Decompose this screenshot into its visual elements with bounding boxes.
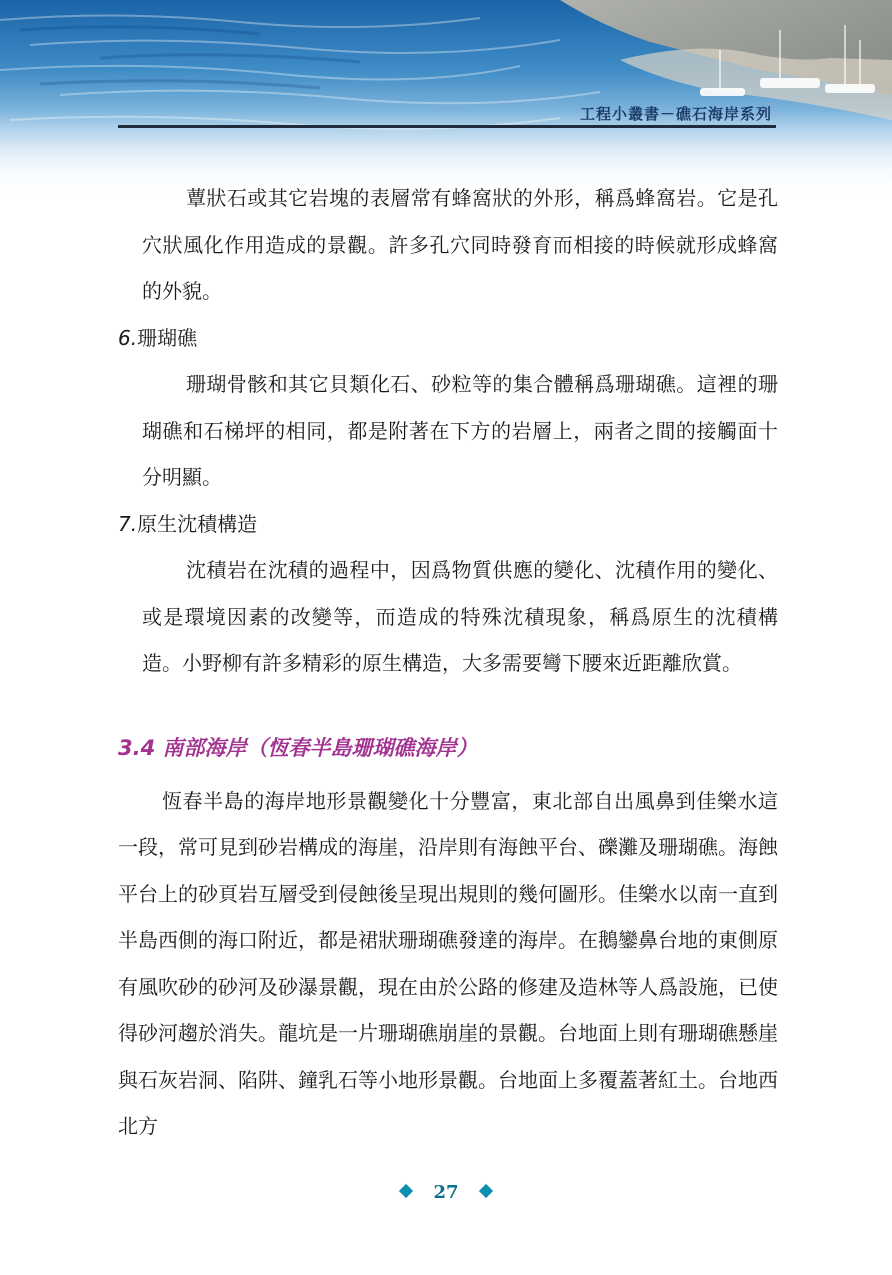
header-banner [0,0,892,200]
item-heading-sedimentary-structure [118,501,778,548]
item-title: 原生沈積構造 [137,511,258,536]
page-footer [0,1182,892,1203]
item-heading-coral-reef [118,315,778,362]
item-number: 6. [118,325,138,350]
diamond-icon [399,1184,413,1198]
diamond-icon [479,1184,493,1198]
page-content [118,175,778,1150]
item-title: 珊瑚礁 [137,325,198,350]
item-number: 7. [118,511,138,536]
header-rule [118,125,776,128]
intro-paragraph: 蕈狀石或其它岩塊的表層常有蜂窩狀的外形，稱爲蜂窩岩。它是孔穴狀風化作用造成的景觀。許多孔穴同時發育而相接的時候就形成蜂窩的外貌。 [142,186,778,303]
page-number: 27 [433,1182,459,1203]
sea-photo-banner [0,0,892,200]
section-heading: 3.4 南部海岸（恆春半島珊瑚礁海岸） [118,735,478,760]
item-paragraph-sedimentary-structure: 沈積岩在沈積的過程中，因爲物質供應的變化、沈積作用的變化、或是環境因素的改變等，而造成的特殊沈積現象，稱爲原生的沈積構造。小野柳有許多精彩的原生構造，大多需要彎下腰來近距離欣賞。 [142,558,778,675]
series-title: 工程小叢書－礁石海岸系列 [579,105,772,123]
item-paragraph-coral-reef: 珊瑚骨骸和其它貝類化石、砂粒等的集合體稱爲珊瑚礁。這裡的珊瑚礁和石梯坪的相同，都是附著在下方的岩層上，兩者之間的接觸面十分明顯。 [142,372,778,489]
section-paragraph: 恆春半島的海岸地形景觀變化十分豐富，東北部自出風鼻到佳樂水這一段，常可見到砂岩構成的海崖，沿岸則有海蝕平台、礫灘及珊瑚礁。海蝕平台上的砂頁岩互層受到侵蝕後呈現出規則的幾何圖形。佳樂水以南一直到半島西側的海口附近，都是裙狀珊瑚礁發達的海岸。在鵝鑾鼻台地的東側原有風吹砂的砂河及砂瀑景觀，現在由於公路的修建及造林等人爲設施，已使得砂河趨於消失。龍坑是一片珊瑚礁崩崖的景觀。台地面上則有珊瑚礁懸崖與石灰岩洞、陷阱、鐘乳石等小地形景觀。台地面上多覆蓋著紅土。台地西北方 [118,788,778,1138]
